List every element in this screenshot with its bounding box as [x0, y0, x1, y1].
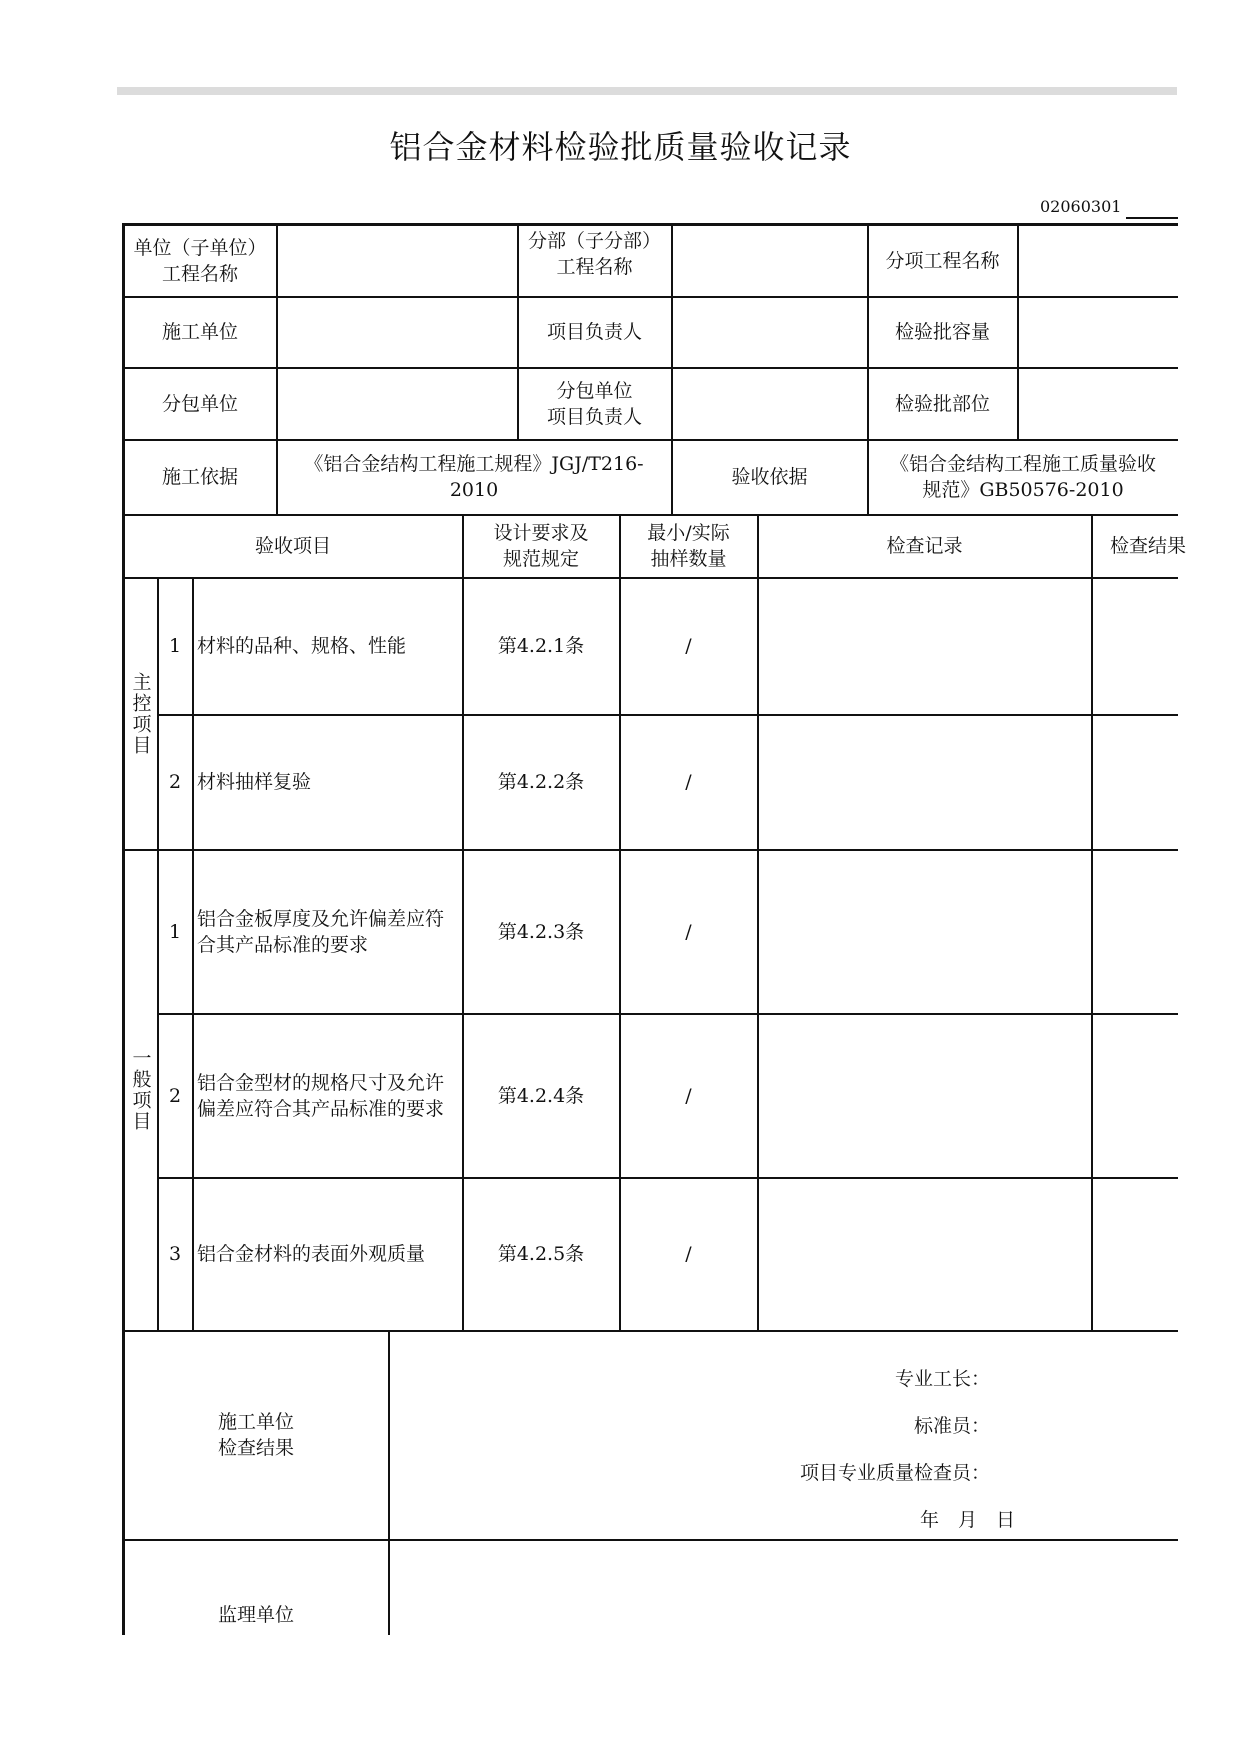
- item-description: 铝合金材料的表面外观质量: [197, 1243, 426, 1265]
- item-record[interactable]: [758, 578, 1091, 714]
- construction-check-date: 年 月 日: [920, 1509, 1016, 1531]
- item-record[interactable]: [758, 1014, 1091, 1177]
- top-separator-bar: [117, 87, 1177, 95]
- sub-item-name-label: 分项工程名称: [885, 250, 1000, 272]
- item-sample[interactable]: /: [685, 635, 692, 657]
- item-sample[interactable]: /: [685, 771, 692, 793]
- item-sample[interactable]: /: [685, 1243, 692, 1265]
- sub-division-name-value[interactable]: [672, 226, 867, 296]
- unit-project-name-label: 单位（子单位） 工程名称: [133, 237, 267, 285]
- construction-unit-value[interactable]: [277, 297, 517, 367]
- foreman-signature-label: 专业工长：: [894, 1368, 990, 1390]
- unit-project-name-value[interactable]: [277, 226, 517, 296]
- item-result[interactable]: [1092, 578, 1178, 714]
- item-description: 铝合金板厚度及允许偏差应符 合其产品标准的要求: [197, 907, 445, 956]
- item-clause: 第4.2.2条: [497, 771, 585, 793]
- sub-item-name-value[interactable]: [1018, 226, 1178, 296]
- item-result[interactable]: [1092, 715, 1178, 849]
- acceptance-basis-value: 《铝合金结构工程施工质量验收 规范》GB50576-2010: [889, 453, 1156, 501]
- item-number: 3: [168, 1243, 182, 1265]
- quality-inspector-signature-label: 项目专业质量检查员：: [799, 1462, 990, 1484]
- item-number: 1: [168, 635, 182, 657]
- column-acceptance-item: 验收项目: [254, 535, 331, 557]
- item-description: 铝合金型材的规格尺寸及允许 偏差应符合其产品标准的要求: [197, 1071, 445, 1120]
- item-result[interactable]: [1092, 1014, 1178, 1177]
- item-result[interactable]: [1092, 1178, 1178, 1330]
- item-description: 材料的品种、规格、性能: [197, 635, 407, 657]
- item-sample[interactable]: /: [685, 920, 692, 943]
- main-control-group-label: 主控项目: [129, 671, 152, 756]
- construction-unit-label: 施工单位: [161, 321, 238, 343]
- item-description: 材料抽样复验: [197, 771, 312, 793]
- item-clause: 第4.2.4条: [497, 1084, 585, 1107]
- subcontract-unit-label: 分包单位: [161, 392, 238, 415]
- standard-officer-signature-label: 标准员：: [913, 1415, 990, 1437]
- subcontract-manager-value[interactable]: [672, 368, 867, 439]
- subcontract-manager-label: 分包单位 项目负责人: [546, 379, 642, 428]
- batch-location-label: 检验批部位: [894, 392, 990, 415]
- construction-basis-label: 施工依据: [161, 466, 238, 488]
- item-clause: 第4.2.3条: [497, 920, 585, 943]
- item-record[interactable]: [758, 1178, 1091, 1330]
- item-clause: 第4.2.5条: [497, 1243, 585, 1265]
- batch-capacity-label: 检验批容量: [894, 321, 990, 343]
- supervision-unit-label: 监理单位: [217, 1604, 294, 1626]
- item-result[interactable]: [1092, 850, 1178, 1013]
- construction-check-label: 施工单位 检查结果: [217, 1411, 294, 1459]
- project-manager-label: 项目负责人: [546, 321, 642, 343]
- item-number: 2: [168, 771, 182, 793]
- item-clause: 第4.2.1条: [497, 635, 585, 657]
- construction-basis-value: 《铝合金结构工程施工规程》JGJ/T216- 2010: [304, 453, 644, 501]
- column-sample-quantity: 最小/实际 抽样数量: [647, 522, 730, 570]
- page-title: 铝合金材料检验批质量验收记录: [389, 128, 852, 166]
- item-number: 2: [168, 1084, 182, 1107]
- item-sample[interactable]: /: [685, 1084, 692, 1107]
- sub-division-name-label: 分部（子分部） 工程名称: [527, 230, 661, 278]
- acceptance-basis-label: 验收依据: [731, 466, 808, 488]
- batch-capacity-value[interactable]: [1018, 297, 1178, 367]
- item-number: 1: [168, 920, 182, 943]
- item-record[interactable]: [758, 715, 1091, 849]
- column-inspection-result: 检查结果: [1110, 535, 1187, 557]
- subcontract-unit-value[interactable]: [277, 368, 517, 439]
- item-record[interactable]: [758, 850, 1091, 1013]
- column-inspection-record: 检查记录: [886, 535, 963, 557]
- supervision-conclusion-area[interactable]: [390, 1541, 1178, 1635]
- form-code-underline: [1126, 217, 1178, 219]
- general-group-label: 一般项目: [129, 1048, 152, 1132]
- form-code: 02060301: [1040, 197, 1122, 216]
- project-manager-value[interactable]: [672, 297, 867, 367]
- column-design-requirement: 设计要求及 规范规定: [493, 522, 589, 570]
- batch-location-value[interactable]: [1018, 368, 1178, 439]
